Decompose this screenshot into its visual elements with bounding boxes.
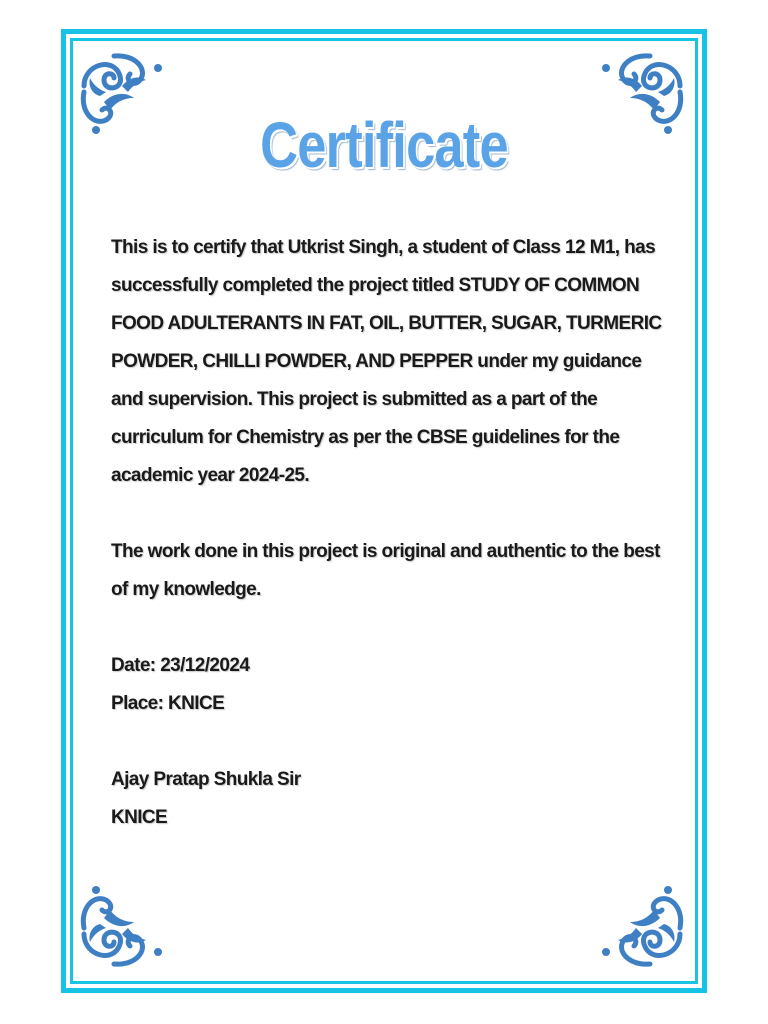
authenticity-paragraph: The work done in this project is original and authentic to the best of my knowledge.: [111, 541, 660, 600]
signatory-organization: KNICE: [111, 807, 168, 828]
place-line: Place: KNICE: [111, 693, 225, 714]
signatory-name: Ajay Pratap Shukla Sir: [111, 769, 301, 790]
certificate-title: Certificate: [260, 109, 508, 181]
certificate-body: [111, 229, 671, 837]
corner-ornament-icon-bottom-right: [594, 878, 690, 974]
date-line: Date: 23/12/2024: [111, 655, 250, 676]
certification-paragraph: This is to certify that Utkrist Singh, a student of Class 12 M1, has successfully completed the project titled STUDY OF COMMON FOOD ADULTERANTS IN FAT, OIL, BUTTER, SUGAR, TURMERIC POWDER, CHILLI POWDER, AND PEPPER under my guidance and supervision. This project is submitted as a part of the curriculum for Chemistry as per the CBSE guidelines for the academic year 2024-25.: [111, 237, 662, 486]
corner-ornament-icon-bottom-left: [74, 878, 170, 974]
